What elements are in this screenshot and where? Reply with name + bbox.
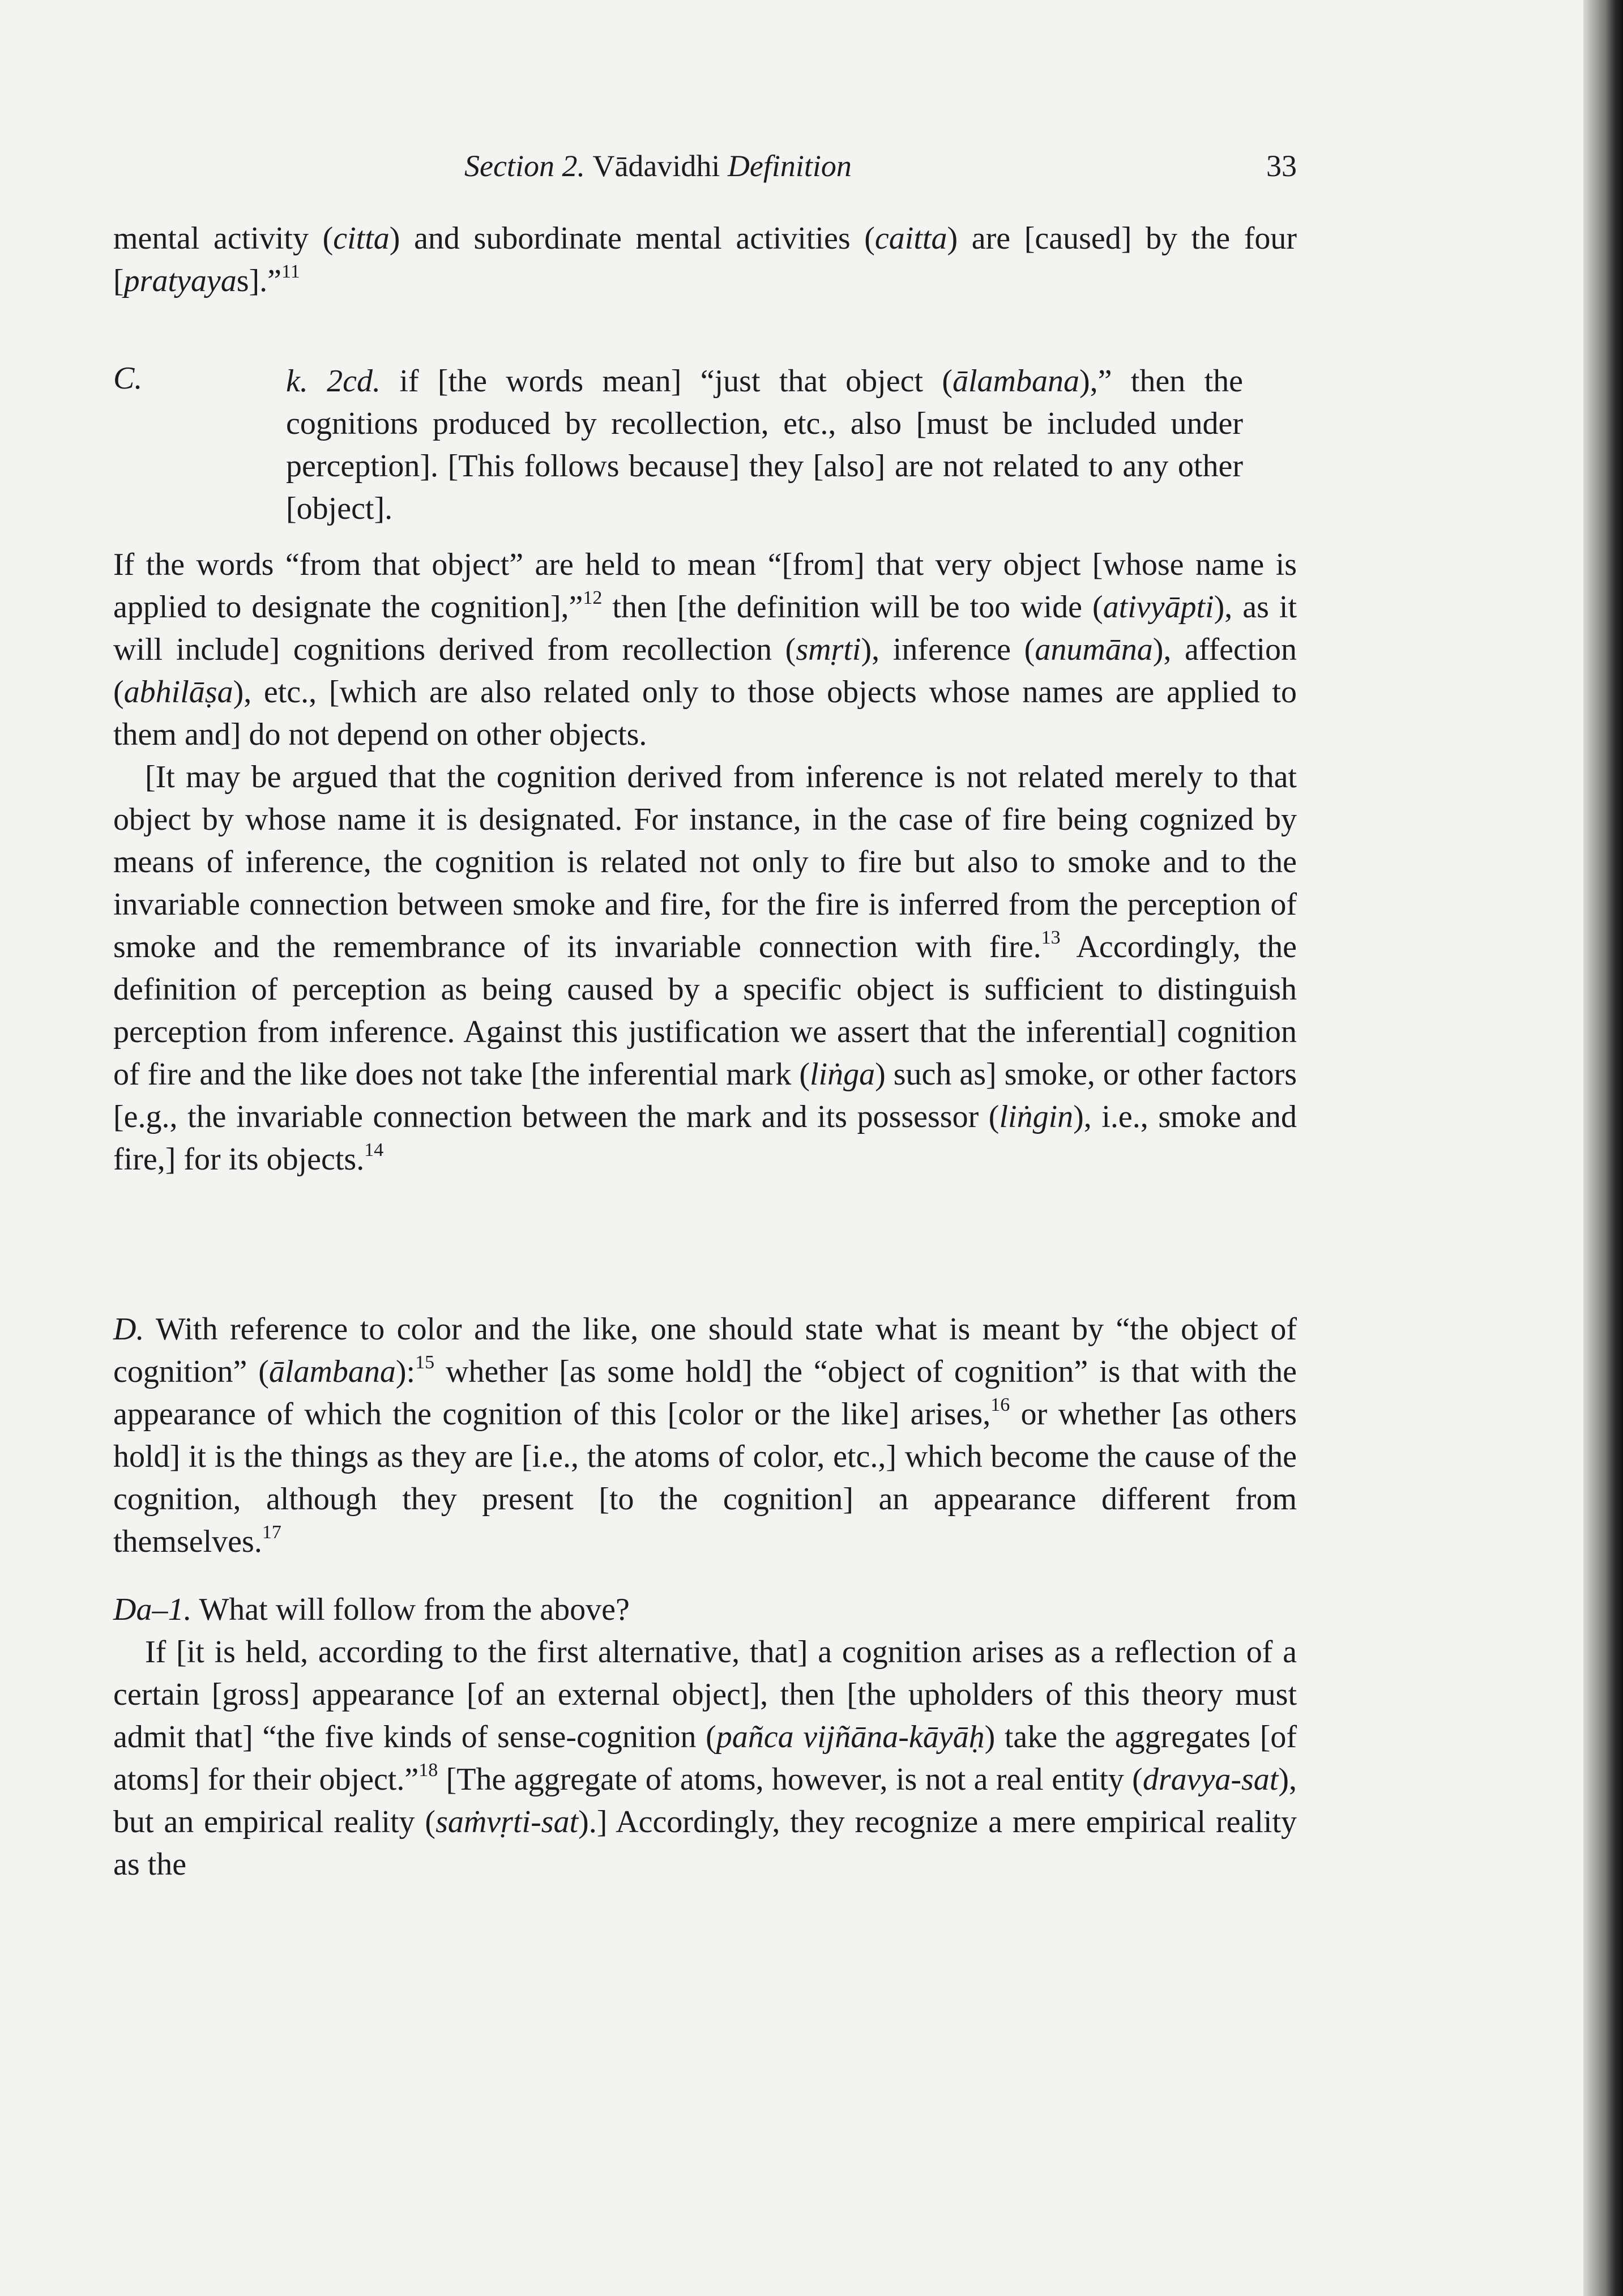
page-number: 33 <box>1266 149 1297 183</box>
running-head <box>113 148 1297 194</box>
section-da1-paragraph: Da–1. What will follow from the above? If [it is held, according to the first alternative, that] a cognition arises as a reflection of a certain [gross] appearance [of an external object], then [the upholders of this theory must admit that] “the five kinds of sense-cognition (pañca vijñāna-kāyāḥ) take the aggregates [of atoms] for their object.”$^{18}$ [The aggregate of atoms, however, is not a real entity (dravya-sat), but an empirical reality (saṁvṛti-sat).] Accordingly, they recognize a mere empirical reality as the <box>113 1589 1297 1886</box>
reflection-paragraph: If [it is held, according to the first alternative, that] a cognition arises as a reflection of a certain [gross] appearance [of an external object], then [the upholders of this theory must admit that] “the five kinds of sense-cognition (pañca vijñāna-kāyāḥ) take the aggregates [of atoms] for their object.”$^{18}$ [The aggregate of atoms, however, is not a real entity (dravya-sat), but an empirical reality (saṁvṛti-sat).] Accordingly, they recognize a mere empirical reality as the <box>113 1634 1297 1882</box>
inference-argument-paragraph: [It may be argued that the cognition derived from inference is not related merely to that object by whose name it is designated. For instance, in the case of fire being cognized by means of inference, the cognition is related not only to fire but also to smoke and to the invariable connection between smoke and fire, for the fire is inferred from the perception of smoke and the remembrance of its invariable connection with fire.$^{13}$ Accordingly, the definition of perception as being caused by a specific object is sufficient to distinguish perception from inference. Against this justification we assert that the inferential] cognition of fire and the like does not take [the inferential mark (liṅga) such as] smoke, or other factors [e.g., the invariable connection between the mark and its possessor (liṅgin), i.e., smoke and fire,] for its objects.$^{14}$ <box>113 759 1297 1177</box>
section-d-paragraph: D. With reference to color and the like, one should state what is meant by “the object of cognition” (ālambana):$^{15}$ whether [as some hold] the “object of cognition” is that with the appearance of which the cognition of this [color or the like] arises,$^{16}$ or whether [as others hold] it is the things as they are [i.e., the atoms of color, etc.,] which become the cause of the cognition, although they present [to the cognition] an appearance different from themselves.$^{17}$ <box>113 1312 1297 1559</box>
running-head-title: Section 2. Vādavidhi Definition <box>464 149 852 183</box>
footnote-ref: 11 <box>281 261 300 282</box>
commentary-paragraph: If the words “from that object” are held to mean “[from] that very object [whose name is applied to designate the cognition],”$^{12}$ then [the definition will be too wide (ativyāpti), as it will include] cognitions derived from recollection (smṛti), inference (anumāna), affection (abhilāṣa), etc., [which are also related only to those objects whose names are applied to them and] do not depend on other objects. [It may be argued that the cognition derived from inference is not related merely to that object by whose name it is designated. For instance, in the case of fire being cognized by means of inference, the cognition is related not only to fire but also to smoke and to the invariable connection between smoke and fire, for the fire is inferred from the perception of smoke and the remembrance of its invariable connection with fire.$^{13}$ Accordingly, the definition of perception as being caused by a specific object is sufficient to distinguish perception from inference. Against this justification we assert that the inferential] cognition of fire and the like does not take [the inferential mark (liṅga) such as] smoke, or other factors [e.g., the invariable connection between the mark and its possessor (liṅgin), i.e., smoke and fire,] for its objects.$^{14}$ <box>113 544 1297 1181</box>
verse-k2cd: k. 2cd. if [the words mean] “just that object (ālambana),” then the cognitions produced by recollection, etc., also [must be included under perception]. [This follows because] they [also] are not related to any other [object]. <box>286 364 1243 526</box>
section-c-label: C. <box>113 361 143 396</box>
paragraph-continuation: mental activity (citta) and subordinate mental activities (caitta) are [caused] by the four [pratyayas].”$^{11}$ <box>113 221 1297 298</box>
